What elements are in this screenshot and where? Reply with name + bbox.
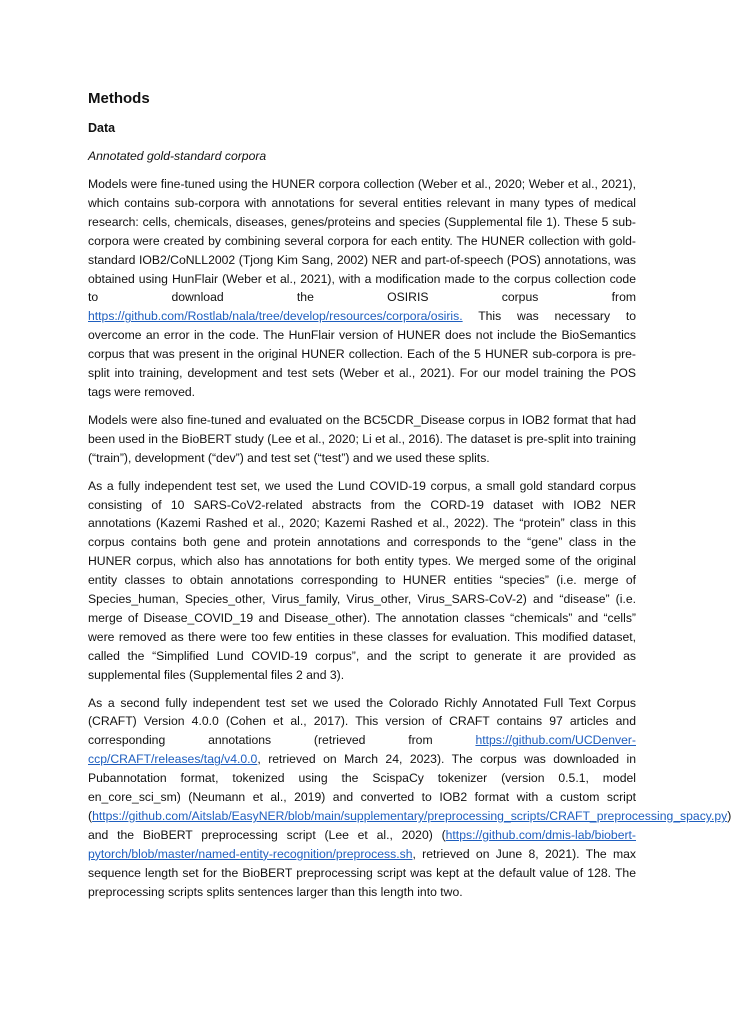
subsection-title: Data xyxy=(88,121,116,135)
document-page xyxy=(88,88,731,911)
paragraph-craft xyxy=(88,694,731,902)
paragraph-bc5cdr: Models were also fine-tuned and evaluated on the BC5CDR_Disease corpus in IOB2 format that had been used in the BioBERT study (Lee et al., 2020; Li et al., 2016). The dataset is pre-split into training (“train”), development (“dev”) and test set (“test”) and we used these splits. xyxy=(88,412,636,465)
paragraph-text: As a second fully independent test set we used the Colorado Richly Annotated Full Text Corpus (CRAFT) Version 4.0.0 (Cohen et al., 2017). This version of CRAFT contains 97 articles and corresponding annotations (retrieved from xyxy=(88,695,636,748)
craft-release-link[interactable]: https://github.com/UCDenver-ccp/CRAFT/releases/tag/v4.0.0 xyxy=(88,733,636,767)
section-title: Methods xyxy=(88,90,150,107)
subsubsection-title: Annotated gold-standard corpora xyxy=(88,149,267,163)
paragraph-text: This was necessary to overcome an error in the code. The HunFlair version of HUNER does not include the BioSemantics corpus that was present in the original HUNER collection. Each of the 5 HUNER sub-corpora is pre-split into training, development and test sets (Weber et al., 2021). For our model training the POS tags were removed. xyxy=(88,309,636,399)
biobert-script-link[interactable]: https://github.com/dmis-lab/biobert-pytorch/blob/master/named-entity-recognition/preprocess.sh xyxy=(88,827,636,861)
paragraph-text: Models were fine-tuned using the HUNER corpora collection (Weber et al., 2020; Weber et al., 2021), which contains sub-corpora with annotations for several entities relevant in many types of medical research: cells, chemicals, diseases, genes/proteins and species (Supplemental file 1). These 5 sub-corpora were created by combining several corpora for each entity. The HUNER collection with gold-standard IOB2/CoNLL2002 (Tjong Kim Sang, 2002) NER and part-of-speech (POS) annotations, was obtained using HunFlair (Weber et al., 2021), with a modification made to the corpus collection code to download the OSIRIS corpus from xyxy=(88,177,636,305)
paragraph-text: ) and the BioBERT preprocessing script (Lee et al., 2020) ( xyxy=(88,809,731,842)
paragraph-text: , retrieved on June 8, 2021). The max sequence length set for the BioBERT preprocessing script was kept at the default value of 128. The preprocessing scripts splits sentences larger than this length into two. xyxy=(88,846,636,899)
paragraph-huner xyxy=(88,175,636,402)
paragraph-lund-covid: As a fully independent test set, we used the Lund COVID-19 corpus, a small gold standard corpus consisting of 10 SARS-CoV2-related abstracts from the CORD-19 dataset with IOB2 NER annotations (Kazemi Rashed et al., 2020; Kazemi Rashed et al., 2022). The “protein” class in this corpus contains both gene and protein annotations and corresponds to the “gene” class in the HUNER corpus, which also has annotations for both entity types. We merged some of the original entity classes to obtain annotations corresponding to HUNER entities “species” (i.e. merge of Species_human, Species_other, Virus_family, Virus_other, Virus_SARS-CoV-2) and “disease” (i.e. merge of Disease_COVID_19 and Disease_other). The annotation classes “chemicals” and “cells” were removed as there were too few entities in these classes for evaluation. This modified dataset, called the “Simplified Lund COVID-19 corpus”, and the script to generate it are provided as supplemental files (Supplemental files 2 and 3). xyxy=(88,478,636,682)
paragraph-text: , retrieved on March 24, 2023). The corpus was downloaded in Pubannotation format, tokenized using the ScispaCy tokenizer (version 0.5.1, model en_core_sci_sm) (Neumann et al., 2019) and converted to IOB2 format with a custom script ( xyxy=(88,752,636,823)
easyner-script-link[interactable]: https://github.com/Aitslab/EasyNER/blob/main/supplementary/preprocessing_scripts/CRAFT_preprocessing_spacy.py xyxy=(92,809,728,823)
osiris-link[interactable]: https://github.com/Rostlab/nala/tree/develop/resources/corpora/osiris. xyxy=(88,309,463,324)
